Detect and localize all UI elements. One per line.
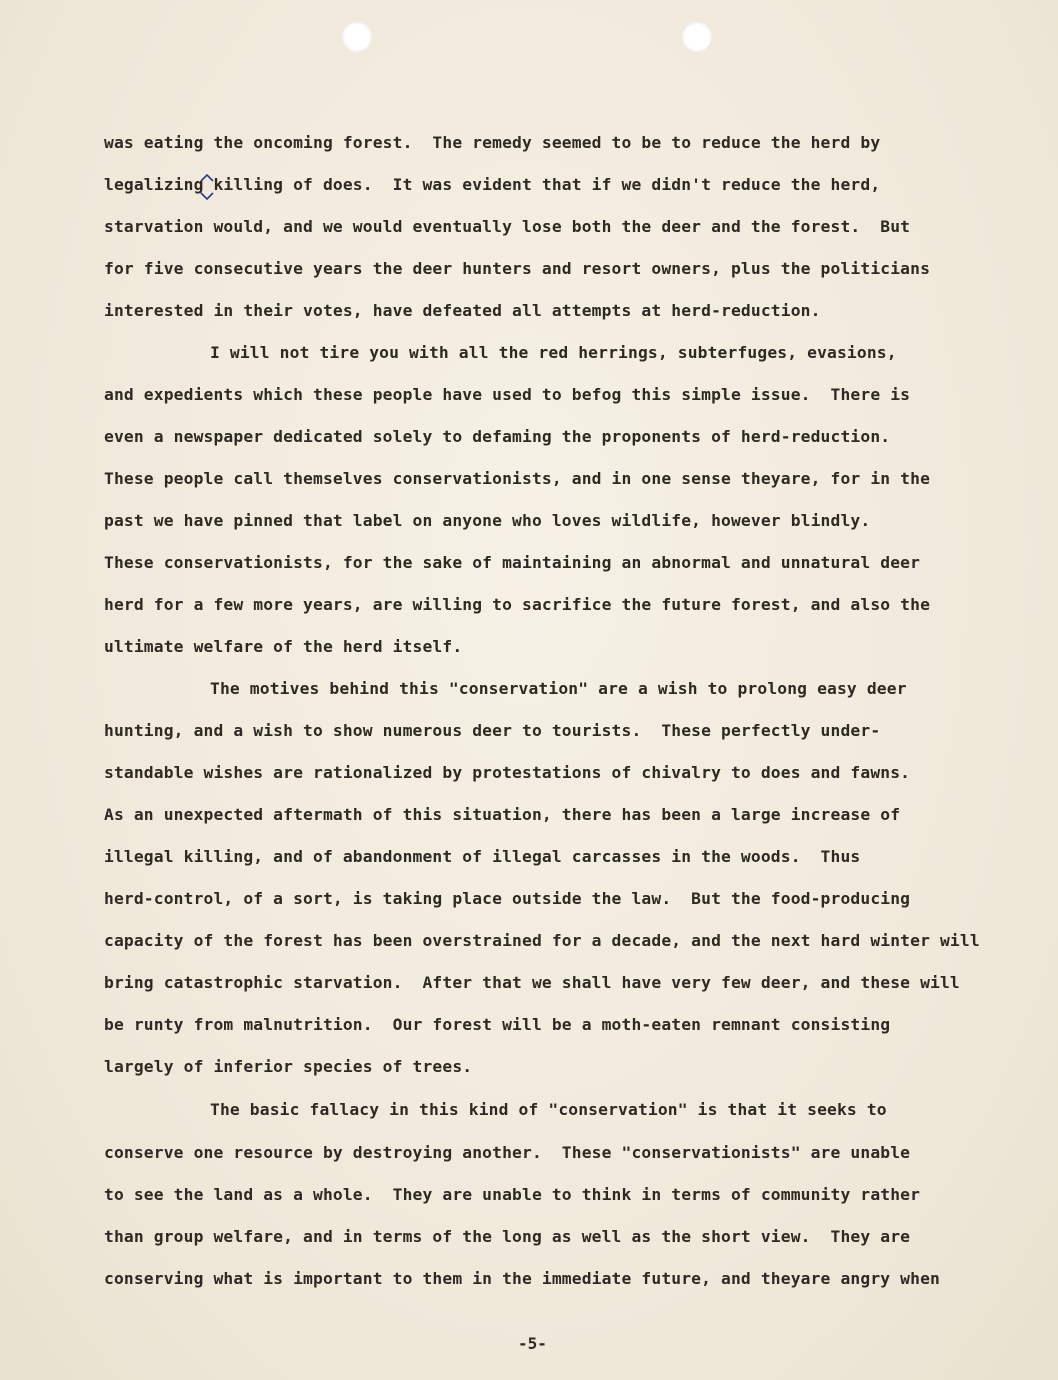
text-line: than group welfare, and in terms of the long as well as the short view. They are [104,1227,911,1246]
text-line: even a newspaper dedicated solely to defaming the proponents of herd-reduction. [104,427,891,446]
text-line: starvation would, and we would eventually lose both the deer and the forest. But [104,217,911,236]
text-line: capacity of the forest has been overstrained for a decade, and the next hard winter will [104,931,980,950]
text-line: past we have pinned that label on anyone who loves wildlife, however blindly. [104,511,871,530]
paragraph-first-line: The motives behind this "conservation" are a wish to prolong easy deer [210,679,907,698]
page-number: -5- [518,1334,547,1353]
text-line: to see the land as a whole. They are unable to think in terms of community rather [104,1185,921,1204]
text-line: herd-control, of a sort, is taking place outside the law. But the food-producing [104,889,911,908]
text-line: interested in their votes, have defeated all attempts at herd-reduction. [104,301,821,320]
text-line: herd for a few more years, are willing to sacrifice the future forest, and also the [104,595,931,614]
text-line: for five consecutive years the deer hunters and resort owners, plus the politicians [104,259,931,278]
text-line: hunting, and a wish to show numerous deer to tourists. These perfectly under- [104,721,881,740]
text-line: be runty from malnutrition. Our forest will be a moth-eaten remnant consisting [104,1015,891,1034]
text-line: was eating the oncoming forest. The remedy seemed to be to reduce the herd by [104,133,881,152]
text-line: ultimate welfare of the herd itself. [104,637,463,656]
text-line: illegal killing, and of abandonment of illegal carcasses in the woods. Thus [104,847,861,866]
text-line: As an unexpected aftermath of this situation, there has been a large increase of [104,805,901,824]
text-line: and expedients which these people have used to befog this simple issue. There is [104,385,911,404]
text-line: bring catastrophic starvation. After that we shall have very few deer, and these will [104,973,960,992]
paragraph-first-line: The basic fallacy in this kind of "conservation" is that it seeks to [210,1100,887,1119]
text-line: largely of inferior species of trees. [104,1057,473,1076]
text-line: These people call themselves conservationists, and in one sense theyare, for in the [104,469,931,488]
text-line: standable wishes are rationalized by protestations of chivalry to does and fawns. [104,763,911,782]
text-line: conserving what is important to them in the immediate future, and theyare angry when [104,1269,940,1288]
text-line: These conservationists, for the sake of maintaining an abnormal and unnatural deer [104,553,921,572]
text-line: legalizing killing of does. It was evident that if we didn't reduce the herd, [104,175,881,194]
paragraph-first-line: I will not tire you with all the red herrings, subterfuges, evasions, [210,343,897,362]
text-line: conserve one resource by destroying another. These "conservationists" are unable [104,1143,911,1162]
